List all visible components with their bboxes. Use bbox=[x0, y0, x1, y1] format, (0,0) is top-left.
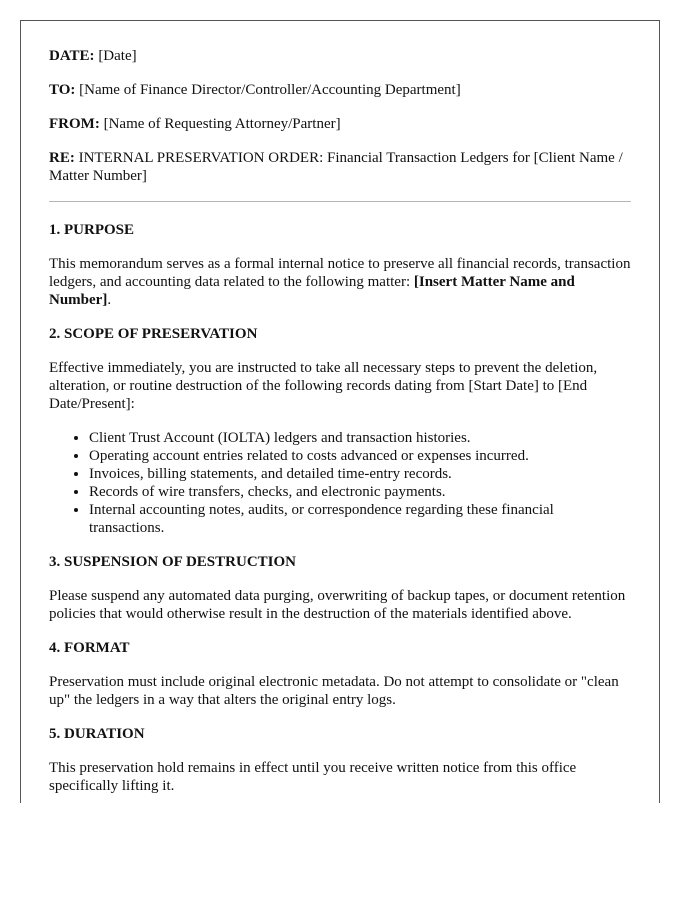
format-heading: 4. FORMAT bbox=[49, 640, 130, 656]
memo-body bbox=[21, 21, 659, 795]
header-divider bbox=[49, 201, 631, 202]
list-item: • Records of wire transfers, checks, and electronic payments. bbox=[89, 483, 631, 501]
date-label: DATE: bbox=[49, 48, 95, 64]
list-item: • Client Trust Account (IOLTA) ledgers and transaction histories. bbox=[89, 429, 631, 447]
list-item: • Invoices, billing statements, and detailed time-entry records. bbox=[89, 465, 631, 483]
to-value: [Name of Finance Director/Controller/Accounting Department] bbox=[79, 82, 461, 98]
purpose-paragraph bbox=[49, 255, 631, 309]
to-line bbox=[49, 81, 631, 99]
format-paragraph: Preservation must include original electronic metadata. Do not attempt to consolidate or "clean up" the ledgers in a way that alters the original entry logs. bbox=[49, 674, 619, 708]
purpose-text-end: . bbox=[107, 292, 112, 308]
date-line bbox=[49, 47, 631, 65]
re-value: INTERNAL PRESERVATION ORDER: Financial Transaction Ledgers for [Client Name / Matter Number] bbox=[49, 150, 623, 184]
duration-paragraph: This preservation hold remains in effect until you receive written notice from this office specifically lifting it. bbox=[49, 760, 577, 794]
purpose-heading: 1. PURPOSE bbox=[49, 222, 135, 238]
from-value: [Name of Requesting Attorney/Partner] bbox=[103, 116, 341, 132]
scope-heading: 2. SCOPE OF PRESERVATION bbox=[49, 326, 258, 342]
list-item: • Internal accounting notes, audits, or correspondence regarding these financial transactions. bbox=[89, 501, 631, 537]
to-label: TO: bbox=[49, 82, 76, 98]
memo-document bbox=[20, 20, 660, 803]
matter-placeholder: [Insert Matter Name and Number] bbox=[49, 274, 575, 308]
from-label: FROM: bbox=[49, 116, 100, 132]
from-line bbox=[49, 115, 631, 133]
duration-heading: 5. DURATION bbox=[49, 726, 145, 742]
suspension-heading: 3. SUSPENSION OF DESTRUCTION bbox=[49, 554, 296, 570]
re-label: RE: bbox=[49, 150, 75, 166]
purpose-text: This memorandum serves as a formal internal notice to preserve all financial records, transaction ledgers, and accounting data related to the following matter: bbox=[49, 256, 631, 290]
scope-paragraph: Effective immediately, you are instructed to take all necessary steps to prevent the deletion, alteration, or routine destruction of the following records dating from [Start Date] to [End Date/Present]: bbox=[49, 360, 598, 412]
suspension-paragraph: Please suspend any automated data purging, overwriting of backup tapes, or document retention policies that would otherwise result in the destruction of the materials identified above. bbox=[49, 588, 626, 622]
list-item: • Operating account entries related to costs advanced or expenses incurred. bbox=[89, 447, 631, 465]
scope-record-list bbox=[49, 429, 631, 537]
date-value: [Date] bbox=[98, 48, 137, 64]
re-line bbox=[49, 149, 631, 185]
